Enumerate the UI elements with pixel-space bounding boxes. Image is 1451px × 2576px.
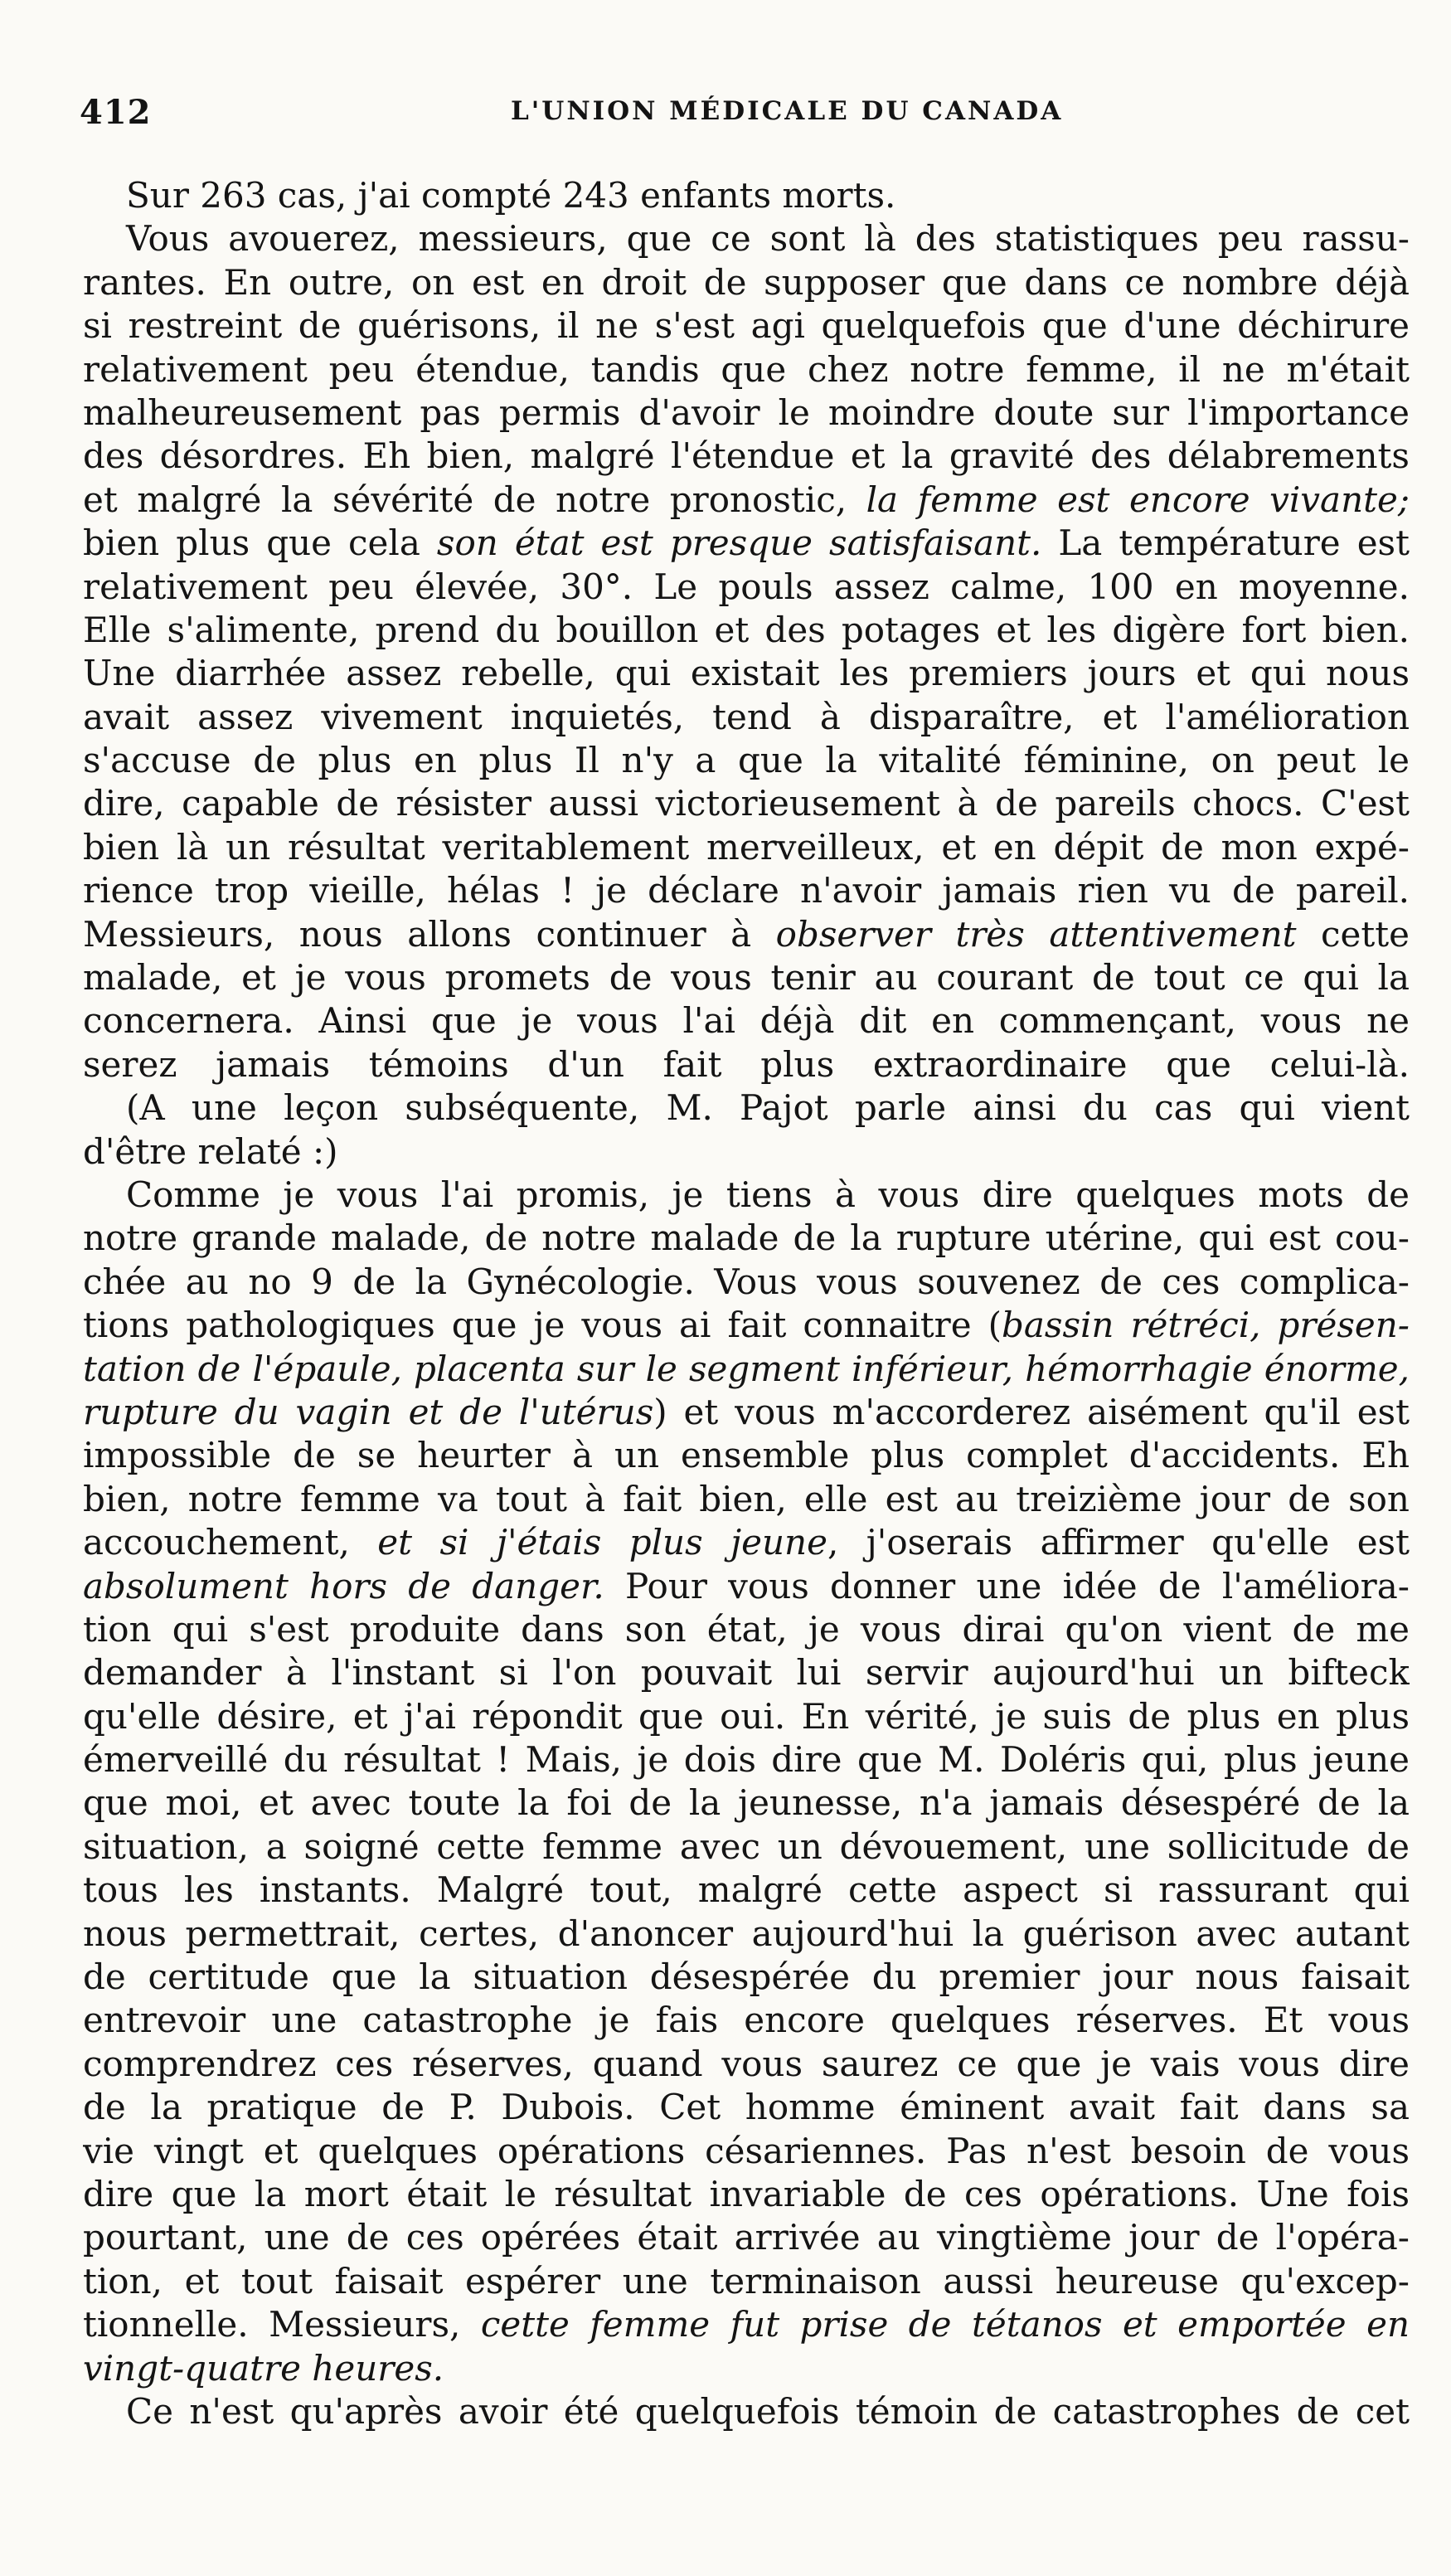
text-line — [83, 999, 1410, 1043]
text-line — [83, 1174, 1410, 1217]
text-line — [83, 652, 1410, 695]
text-segment: bien, notre femme va tout à fait bien, elle est au treizième jour de son — [83, 1478, 1410, 1519]
text-segment: de la pratique de P. Dubois. Cet homme éminent avait fait dans sa — [83, 2087, 1410, 2128]
text-segment: demander à l'instant si l'on pouvait lui servir aujourd'hui un bifteck — [83, 1652, 1410, 1694]
text-segment: relativement peu élevée, 30°. Le pouls assez calme, 100 en moyenne. — [83, 566, 1410, 607]
text-segment: s'accuse de plus en plus Il n'y a que la vitalité féminine, on peut le — [83, 740, 1410, 781]
text-segment: émerveillé du résultat ! Mais, je dois dire que M. Doléris qui, plus jeune — [83, 1739, 1410, 1781]
italic-text-segment: bassin rétréci, présen- — [1001, 1305, 1410, 1346]
text-segment: Ce n'est qu'après avoir été quelquefois témoin de catastrophes de cet — [126, 2390, 1410, 2432]
text-line — [83, 435, 1410, 478]
text-line — [83, 696, 1410, 739]
text-segment: Messieurs, nous allons continuer à — [83, 913, 776, 955]
text-line — [83, 782, 1410, 825]
text-segment: La température est — [1041, 522, 1410, 564]
text-segment: Pour vous donner une idée de l'améliora- — [604, 1565, 1410, 1606]
text-line — [83, 913, 1410, 956]
text-line — [83, 1348, 1410, 1391]
text-segment: , j'oserais affirmer qu'elle est — [827, 1522, 1410, 1563]
text-line — [83, 1565, 1410, 1608]
text-line — [83, 1738, 1410, 1781]
text-segment: Sur 263 cas, j'ai compté 243 enfants morts. — [126, 175, 896, 216]
text-line — [83, 1608, 1410, 1651]
body-text — [83, 174, 1410, 2433]
text-line — [83, 1478, 1410, 1521]
text-line — [83, 1086, 1410, 1130]
text-segment: d'être relaté :) — [83, 1130, 338, 1172]
text-segment: vie vingt et quelques opérations césariennes. Pas n'est besoin de vous — [83, 2130, 1410, 2171]
text-line — [83, 2390, 1410, 2433]
text-line — [83, 2303, 1410, 2346]
text-segment: tionnelle. Messieurs, — [83, 2304, 481, 2345]
text-segment: si restreint de guérisons, il ne s'est agi quelquefois que d'une déchirure — [83, 305, 1410, 347]
text-line — [83, 1521, 1410, 1564]
text-line — [83, 1651, 1410, 1694]
text-line — [83, 2216, 1410, 2259]
text-segment: Comme je vous l'ai promis, je tiens à vous dire quelques mots de — [126, 1174, 1410, 1215]
text-segment: notre grande malade, de notre malade de la rupture utérine, qui est cou- — [83, 1218, 1410, 1259]
text-segment: des désordres. Eh bien, malgré l'étendue et la gravité des délabrements — [83, 435, 1410, 477]
text-segment: pourtant, une de ces opérées était arrivée au vingtième jour de l'opéra- — [83, 2217, 1410, 2258]
text-segment: serez jamais témoins d'un fait plus extraordinaire que celui-là. — [83, 1043, 1410, 1085]
text-segment: ) et vous m'accorderez aisément qu'il est — [653, 1391, 1410, 1432]
text-line — [83, 609, 1410, 652]
text-line — [83, 2347, 1410, 2390]
text-line — [83, 826, 1410, 869]
text-line — [83, 479, 1410, 522]
text-line — [83, 1217, 1410, 1260]
text-line — [83, 566, 1410, 609]
italic-text-segment: rupture du vagin et de l'utérus — [83, 1391, 654, 1432]
text-line — [83, 2043, 1410, 2086]
text-line — [83, 304, 1410, 348]
text-segment: tion, et tout faisait espérer une terminaison aussi heureuse qu'excep- — [83, 2260, 1410, 2301]
text-segment: dire, capable de résister aussi victorieusement à de pareils chocs. C'est — [83, 783, 1410, 824]
text-segment: (A une leçon subséquente, M. Pajot parle ainsi du cas qui vient — [126, 1087, 1410, 1129]
text-line — [83, 174, 1410, 217]
italic-text-segment: la femme est encore vivante; — [866, 479, 1410, 520]
text-segment: relativement peu étendue, tandis que chez notre femme, il ne m'était — [83, 348, 1410, 390]
running-title: L'UNION MÉDICALE DU CANADA — [511, 96, 1064, 126]
text-line — [83, 2086, 1410, 2129]
text-segment: concernera. Ainsi que je vous l'ai déjà dit en commençant, vous ne — [83, 1000, 1410, 1042]
text-segment: nous permettrait, certes, d'anoncer aujourd'hui la guérison avec autant — [83, 1913, 1410, 1954]
italic-text-segment: absolument hors de danger. — [83, 1565, 604, 1606]
text-segment: rantes. En outre, on est en droit de supposer que dans ce nombre déjà — [83, 261, 1410, 303]
text-line — [83, 956, 1410, 999]
text-line — [83, 869, 1410, 912]
italic-text-segment: cette femme fut prise de tétanos et emportée en — [480, 2304, 1410, 2345]
text-segment: chée au no 9 de la Gynécologie. Vous vous souvenez de ces complica- — [83, 1261, 1410, 1302]
text-segment: rience trop vieille, hélas ! je déclare n'avoir jamais rien vu de pareil. — [83, 870, 1410, 911]
text-segment: malheureusement pas permis d'avoir le moindre doute sur l'importance — [83, 391, 1410, 433]
text-segment: que moi, et avec toute la foi de la jeunesse, n'a jamais désespéré de la — [83, 1782, 1410, 1824]
text-line — [83, 1304, 1410, 1347]
text-line — [83, 739, 1410, 782]
text-line — [83, 2173, 1410, 2216]
text-line — [83, 1434, 1410, 1477]
text-segment: Une diarrhée assez rebelle, qui existait les premiers jours et qui nous — [83, 653, 1410, 694]
text-segment: Vous avouerez, messieurs, que ce sont là des statistiques peu rassu- — [126, 218, 1410, 260]
page-number: 412 — [80, 93, 152, 132]
italic-text-segment: et si j'étais plus jeune — [377, 1522, 827, 1563]
text-line — [83, 1956, 1410, 1999]
text-segment: tions pathologiques que je vous ai fait connaitre ( — [83, 1305, 1002, 1346]
text-line — [83, 261, 1410, 304]
text-segment: bien là un résultat veritablement merveilleux, et en dépit de mon expé- — [83, 826, 1410, 868]
text-segment: comprendrez ces réserves, quand vous saurez ce que je vais vous dire — [83, 2043, 1410, 2084]
text-segment: bien plus que cela — [83, 522, 437, 564]
text-line — [83, 1869, 1410, 1912]
text-segment: avait assez vivement inquietés, tend à disparaître, et l'amélioration — [83, 696, 1410, 737]
text-segment: qu'elle désire, et j'ai répondit que oui. En vérité, je suis de plus en plus — [83, 1695, 1410, 1737]
text-segment: situation, a soigné cette femme avec un dévouement, une sollicitude de — [83, 1825, 1410, 1867]
text-line — [83, 1391, 1410, 1434]
text-segment: cette — [1296, 913, 1410, 955]
text-line — [83, 1130, 1410, 1174]
italic-text-segment: son état est presque satisfaisant. — [436, 522, 1042, 564]
italic-text-segment: observer très attentivement — [775, 913, 1297, 955]
text-line — [83, 1781, 1410, 1825]
text-segment: impossible de se heurter à un ensemble plus complet d'accidents. Eh — [83, 1435, 1410, 1476]
text-line — [83, 1825, 1410, 1869]
text-line — [83, 1999, 1410, 2042]
page-header — [80, 93, 1406, 136]
italic-text-segment: vingt-quatre heures. — [83, 2347, 444, 2389]
text-segment: tous les instants. Malgré tout, malgré cette aspect si rassurant qui — [83, 1869, 1410, 1911]
text-line — [83, 391, 1410, 435]
text-line — [83, 2130, 1410, 2173]
text-segment: et malgré la sévérité de notre pronostic, — [83, 479, 866, 520]
text-line — [83, 522, 1410, 565]
text-segment: Elle s'alimente, prend du bouillon et des potages et les digère fort bien. — [83, 609, 1410, 650]
text-line — [83, 1913, 1410, 1956]
text-line — [83, 1261, 1410, 1304]
text-line — [83, 1695, 1410, 1738]
text-line — [83, 217, 1410, 260]
italic-text-segment: tation de l'épaule, placenta sur le segment inférieur, hémorrhagie énorme, — [83, 1348, 1410, 1389]
text-line — [83, 2260, 1410, 2303]
text-segment: malade, et je vous promets de vous tenir au courant de tout ce qui la — [83, 957, 1410, 999]
text-segment: entrevoir une catastrophe je fais encore quelques réserves. Et vous — [83, 2000, 1410, 2041]
text-line — [83, 1043, 1410, 1086]
text-segment: tion qui s'est produite dans son état, je vous dirai qu'on vient de me — [83, 1608, 1410, 1650]
text-segment: de certitude que la situation désespérée du premier jour nous faisait — [83, 1956, 1410, 1998]
text-line — [83, 348, 1410, 391]
text-segment: accouchement, — [83, 1522, 378, 1563]
text-segment: dire que la mort était le résultat invariable de ces opérations. Une fois — [83, 2173, 1410, 2214]
